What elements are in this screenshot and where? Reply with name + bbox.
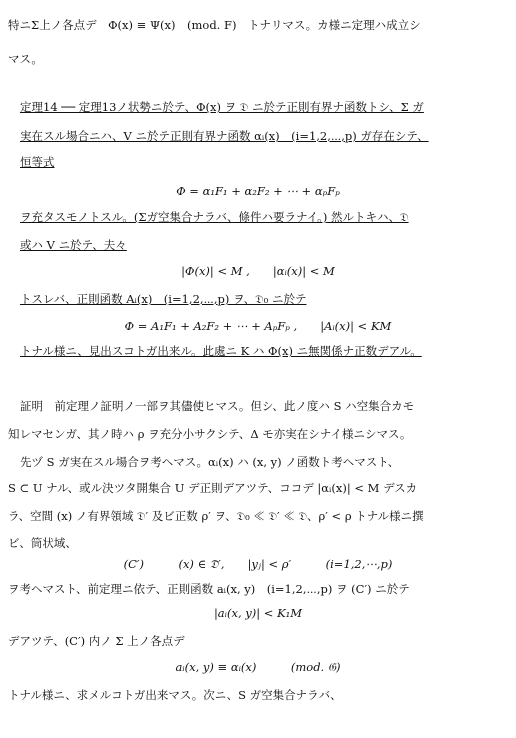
text-line: 先ヅ S ガ実在スル場合ヲ考ヘマス。αᵢ(x) ハ (x, y) ノ函数ト考ヘマスト、	[20, 455, 400, 469]
text-line: ヲ考ヘマスト、前定理ニ依テ、正則函数 aᵢ(x, y) (i=1,2,⋯,p) ヲ (C′) ニ於テ	[8, 582, 410, 596]
text-line: マス。	[8, 52, 43, 66]
text-line: ビ、筒状域、	[8, 536, 77, 550]
underlined-text: 定理14 ── 定理13ノ状勢ニ於テ、Φ(x) ヲ 𝔇 ニ於テ正則有界ナ函数トシ、Σ ガ	[20, 100, 424, 114]
theorem-line	[0, 96, 516, 118]
theorem-line	[0, 234, 516, 256]
underlined-text: 恒等式	[20, 155, 55, 169]
theorem-line	[0, 125, 516, 147]
proof-line: 証明 前定理ノ証明ノ一部ヲ其儘使ヒマス。但シ、此ノ度ハ S ハ空集合カモ	[20, 399, 415, 413]
text-line: 特ニΣ上ノ各点デ Φ(x) ≡ Ψ(x) (mod. F) トナリマス。カ様ニ定理ハ成立シ	[8, 18, 421, 32]
text-line: 知レマセンガ、其ノ時ハ ρ ヲ充分小サクシテ、Δ モ亦実在シナイ様ニシマス。	[8, 427, 412, 441]
formula-line: |aᵢ(x, y)| < K₁M	[213, 606, 303, 620]
underlined-text: 或ハ V ニ於テ、夫々	[20, 238, 127, 252]
underlined-text: トスレバ、正則函数 Aᵢ(x) (i=1,2,⋯,p) ヲ、𝔇₀ ニ於テ	[20, 292, 307, 306]
text-line: デアツテ、(C′) 内ノ Σ 上ノ各点デ	[8, 634, 185, 648]
blank-line	[0, 370, 516, 392]
text-line: ラ、空間 (x) ノ有界領域 𝔇′ 及ビ正数 ρ′ ヲ、𝔇₀ ≪ 𝔇′ ≪ 𝔇、ρ′ < ρ トナル様ニ撰	[8, 509, 424, 523]
formula-line: Φ = α₁F₁ + α₂F₂ + ⋯ + αₚFₚ	[176, 184, 340, 198]
theorem-line	[0, 206, 516, 228]
formula-line: (C′) (x) ∈ 𝔇′, |yⱼ| < ρ′ (i=1,2,⋯,p)	[123, 557, 393, 571]
underlined-text: 実在スル場合ニハ、V ニ於テ正則有界ナ函数 αᵢ(x) (i=1,2,⋯,p) ガ存在シテ、	[20, 129, 429, 143]
underlined-text: ヲ充タスモノトスル。(Σガ空集合ナラバ、條件ハ要ラナイ。) 然ルトキハ、𝔇	[20, 210, 409, 224]
underlined-text: トナル様ニ、見出スコトガ出来ル。此處ニ K ハ Φ(x) ニ無関係ナ正数デアル。	[20, 344, 422, 358]
text-line: トナル様ニ、求メルコトガ出来マス。次ニ、S ガ空集合ナラバ、	[8, 688, 342, 702]
formula-line: Φ = A₁F₁ + A₂F₂ + ⋯ + AₚFₚ , |Aᵢ(x)| < KM	[124, 319, 392, 333]
formula-line: |Φ(x)| < M , |αᵢ(x)| < M	[181, 264, 335, 278]
text-line: S ⊂ U ナル、或ル決ツタ開集合 U デ正則デアツテ、ココデ |αᵢ(x)| < M デスカ	[8, 481, 418, 495]
theorem-line	[0, 288, 516, 310]
formula-line: aᵢ(x, y) ≡ αᵢ(x) (mod. 𝔊)	[175, 660, 341, 674]
theorem-line	[0, 151, 516, 173]
theorem-line	[0, 340, 516, 362]
